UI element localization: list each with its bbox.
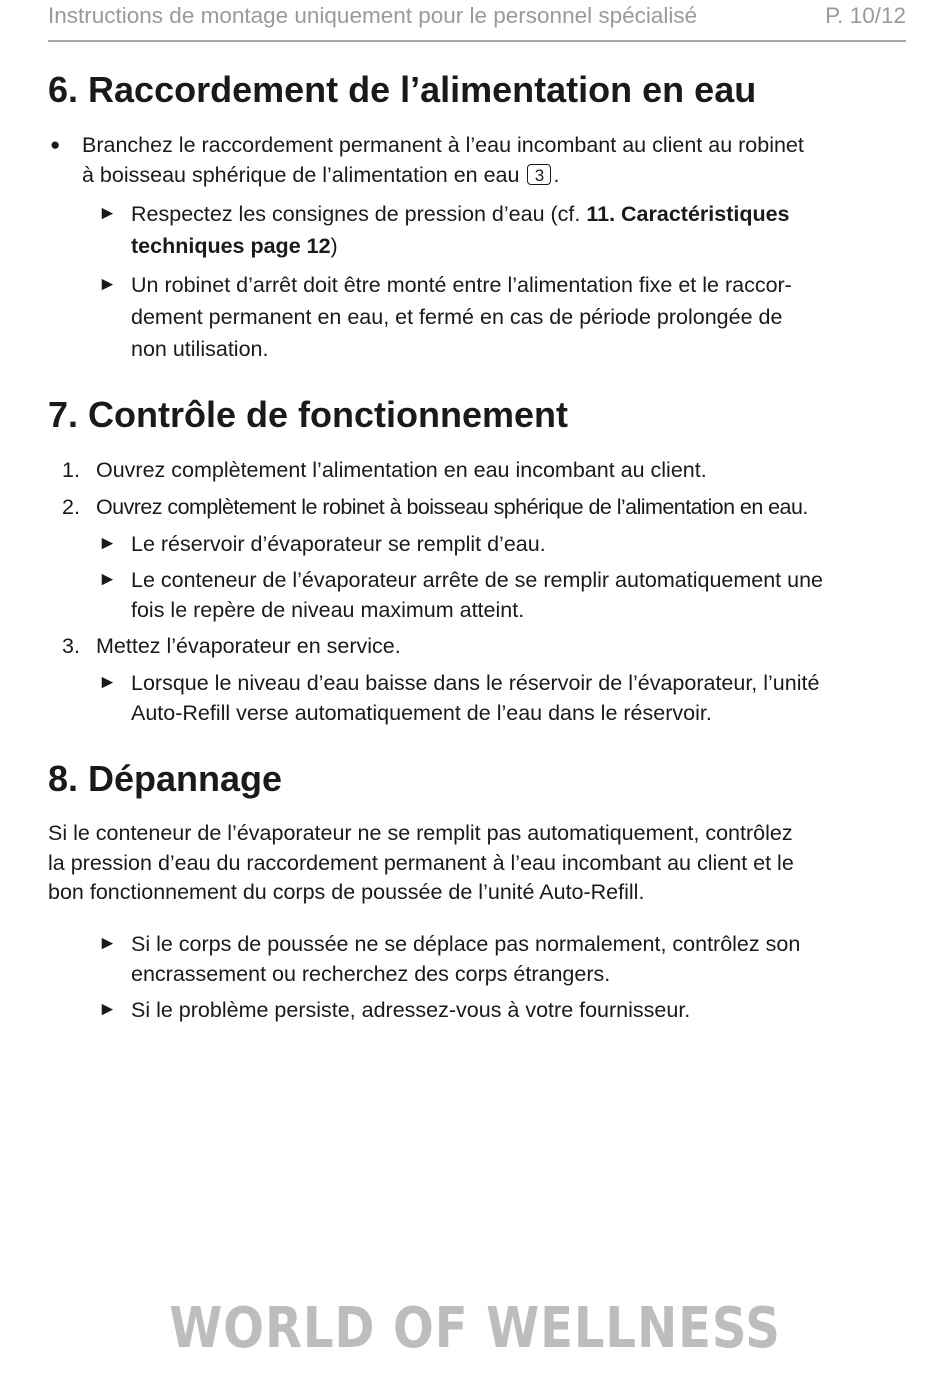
step-2-text: Ouvrez complètement le robinet à boisseau sphérique de l’alimentation en eau. <box>96 495 808 519</box>
section-6-sub-2 <box>131 269 921 365</box>
troubleshooting-step-2: Si le problème persiste, adressez-vous à votre fournisseur. <box>131 998 691 1022</box>
bullet-icon: ● <box>50 135 61 154</box>
step-3-result-1: Lorsque le niveau d’eau baisse dans le réservoir de l’évaporateur, l’unité Auto-Refill verse automatiquement de l’eau dans le réservoir. <box>131 671 820 725</box>
step-1-text: Ouvrez complètement l’alimentation en eau incombant au client. <box>96 458 707 482</box>
section-7-title: 7. Contrôle de fonctionnement <box>48 394 569 435</box>
sub2-line-2: dement permanent en eau, et fermé en cas de période prolongée de <box>131 305 783 329</box>
arrow-right-icon: ► <box>98 569 117 590</box>
arrow-right-icon: ► <box>98 933 117 954</box>
header-title: Instructions de montage uniquement pour le personnel spécialisé <box>48 3 698 28</box>
arrow-right-icon: ► <box>98 203 117 224</box>
step-2-result-2: Le conteneur de l’évaporateur arrête de se remplir automatiquement une fois le repère de niveau maximum atteint. <box>131 568 823 622</box>
section-6-item <box>82 130 912 190</box>
sub1-line-2: techniques page 12) <box>131 234 338 258</box>
section-6-sub-1 <box>131 198 921 262</box>
arrow-right-icon: ► <box>98 533 117 554</box>
page-header <box>48 0 906 42</box>
step-number: 2. <box>62 495 80 519</box>
brand-logo: WORLD OF WELLNESS <box>169 1296 781 1361</box>
arrow-right-icon: ► <box>98 274 117 295</box>
section-8-title: 8. Dépannage <box>48 758 283 799</box>
step-3-text: Mettez l’évaporateur en service. <box>96 634 401 658</box>
figure-reference-badge: 3 <box>527 164 551 185</box>
arrow-right-icon: ► <box>98 999 117 1020</box>
sub2-line-1: Un robinet d’arrêt doit être monté entre l’alimentation fixe et le raccor- <box>131 273 792 297</box>
arrow-right-icon: ► <box>98 672 117 693</box>
item-line-1: Branchez le raccordement permanent à l’eau incombant au client au robinet <box>82 133 804 157</box>
sub2-line-3: non utilisation. <box>131 337 269 361</box>
sub1-line-1: Respectez les consignes de pression d’eau (cf. 11. Caractéristiques <box>131 202 790 226</box>
step-2-result-1: Le réservoir d’évaporateur se remplit d’eau. <box>131 532 546 556</box>
item-line-2: à boisseau sphérique de l’alimentation en eau 3 . <box>82 163 560 187</box>
section-6-title: 6. Raccordement de l’alimentation en eau <box>48 69 757 110</box>
step-number: 1. <box>62 458 80 482</box>
troubleshooting-paragraph: Si le conteneur de l’évaporateur ne se remplit pas automatiquement, contrôlez la pression d’eau du raccordement permanent à l’eau incombant au client et le bon fonctionnement du corps de poussée de l’unité Auto-Refill. <box>48 821 794 904</box>
page-number: P. 10/12 <box>825 3 906 28</box>
step-number: 3. <box>62 634 80 658</box>
troubleshooting-step-1: Si le corps de poussée ne se déplace pas normalement, contrôlez son encrassement ou recherchez des corps étrangers. <box>131 932 801 986</box>
